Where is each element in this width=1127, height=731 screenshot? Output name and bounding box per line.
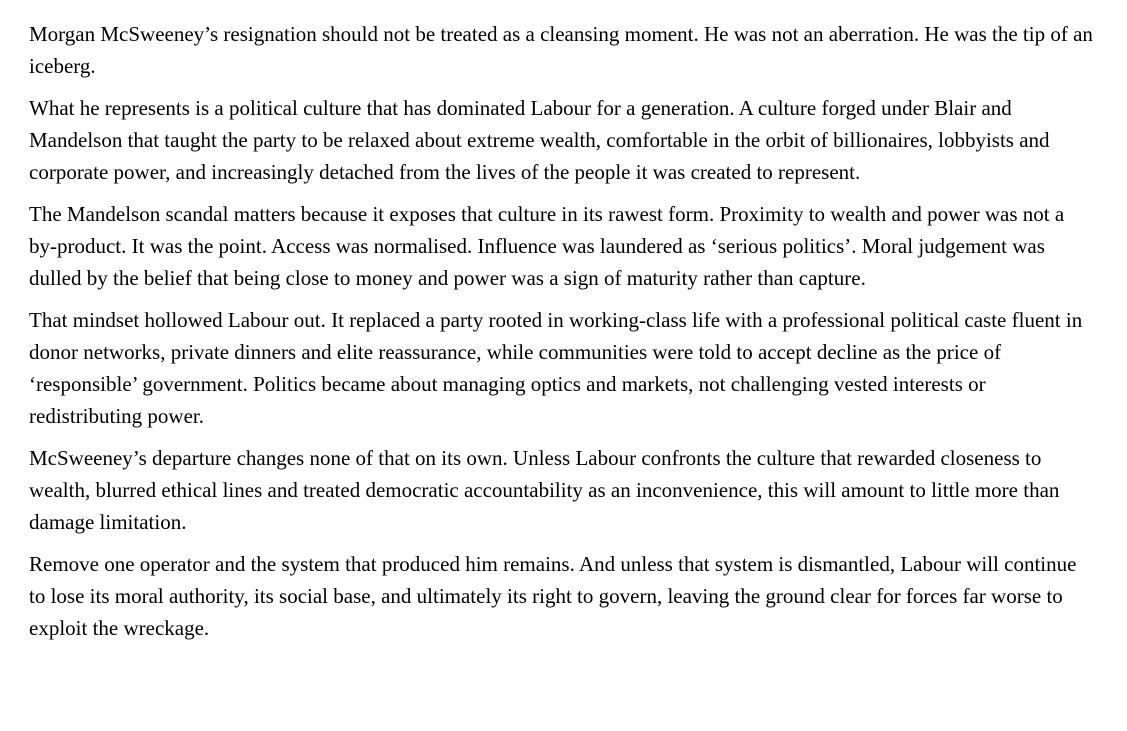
article-body	[29, 18, 1097, 644]
paragraph: The Mandelson scandal matters because it exposes that culture in its rawest form. Proximity to wealth and power was not a by-product. It was the point. Access was normalised. Influence was laundered as ‘serious politics’. Moral judgement was dulled by the belief that being close to money and power was a sign of maturity rather than capture.	[29, 202, 1065, 290]
paragraph: That mindset hollowed Labour out. It replaced a party rooted in working-class life with a professional political caste fluent in donor networks, private dinners and elite reassurance, while communities were told to accept decline as the price of ‘responsible’ government. Politics became about managing optics and markets, not challenging vested interests or redistributing power.	[29, 308, 1083, 428]
paragraph: Morgan McSweeney’s resignation should not be treated as a cleansing moment. He was not an aberration. He was the tip of an iceberg.	[29, 22, 1093, 78]
paragraph: McSweeney’s departure changes none of that on its own. Unless Labour confronts the culture that rewarded closeness to wealth, blurred ethical lines and treated democratic accountability as an inconvenience, this will amount to little more than damage limitation.	[29, 446, 1060, 534]
paragraph: What he represents is a political culture that has dominated Labour for a generation. A culture forged under Blair and Mandelson that taught the party to be relaxed about extreme wealth, comfortable in the orbit of billionaires, lobbyists and corporate power, and increasingly detached from the lives of the people it was created to represent.	[29, 96, 1050, 184]
paragraph: Remove one operator and the system that produced him remains. And unless that system is dismantled, Labour will continue to lose its moral authority, its social base, and ultimately its right to govern, leaving the ground clear for forces far worse to exploit the wreckage.	[29, 552, 1077, 640]
